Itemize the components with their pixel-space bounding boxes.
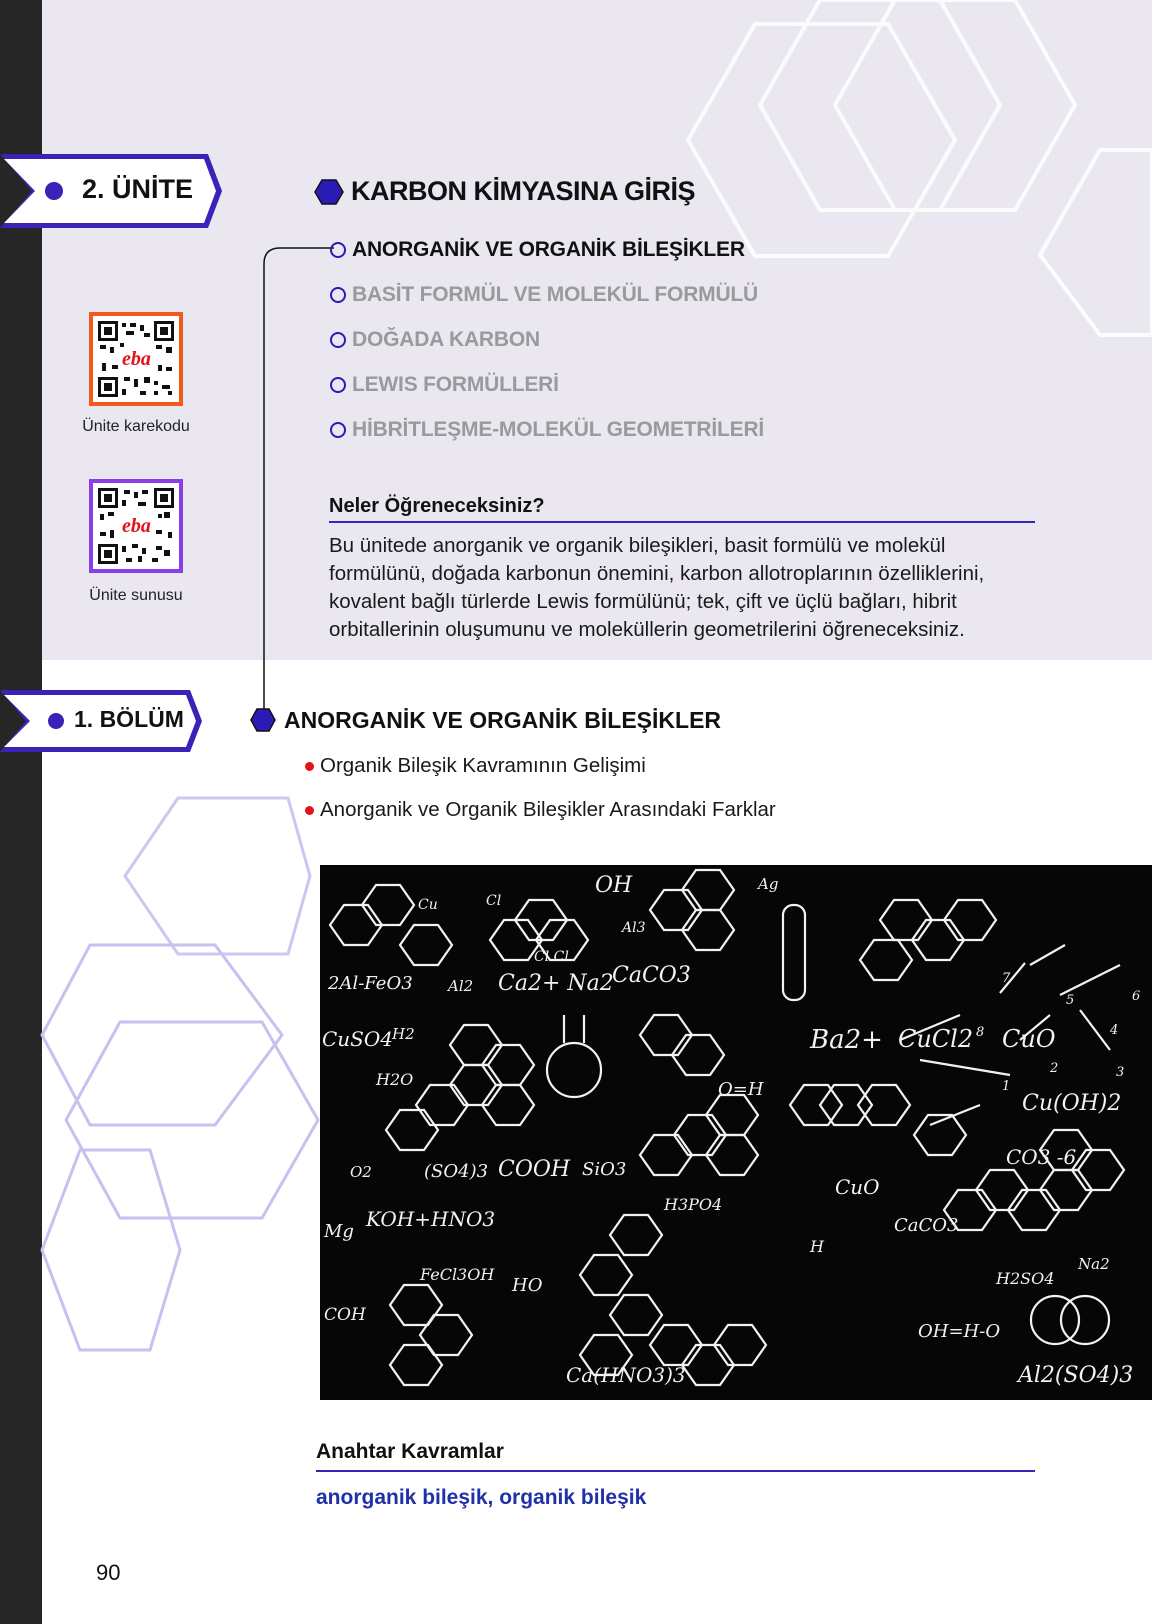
topic-item-3: DOĞADA KARBON — [330, 326, 540, 354]
learn-line: Bu ünitede anorganik ve organik bileşikleri, basit formülü ve molekül — [329, 534, 946, 557]
chalk-formula: COOH — [498, 1157, 571, 1182]
chalk-formula: OH — [595, 873, 633, 898]
chalk-formula: COH — [324, 1305, 366, 1325]
chalk-formula: O=H — [718, 1079, 764, 1100]
chalk-number: 5 — [1066, 993, 1075, 1008]
chalk-formula: Na2 — [1078, 1255, 1110, 1273]
learn-line: kovalent bağlı türlerde Lewis formülünü; tek, çift ve üçlü bağları, hibrit — [329, 590, 957, 613]
ring-bullet-icon — [330, 422, 346, 438]
unit-label: 2. ÜNİTE — [82, 174, 194, 204]
learn-line: formülünü, doğada karbonun önemini, karbon allotroplarının özelliklerini, — [329, 562, 985, 585]
hexagon-icon — [250, 708, 276, 732]
learn-line: orbitallerinin oluşumunu ve moleküllerin geometrilerini öğreneceksiniz. — [329, 618, 965, 641]
key-concepts-heading: Anahtar Kavramlar — [316, 1440, 504, 1463]
chalk-formula: H2O — [376, 1070, 414, 1089]
eba-logo: eba — [122, 515, 151, 537]
chalk-formula: FeCl3OH — [420, 1265, 495, 1284]
eba-logo: eba — [122, 348, 151, 370]
page-number: 90 — [96, 1560, 121, 1585]
molecule-structures — [320, 865, 1152, 1400]
chalk-formula: Ca(HNO3)3 — [566, 1363, 686, 1387]
chalk-number: 3 — [1116, 1065, 1125, 1080]
chalk-formula: KOH+HNO3 — [366, 1207, 496, 1231]
chalk-number: 4 — [1110, 1023, 1119, 1038]
key-concepts-text: anorganik bileşik, organik bileşik — [316, 1486, 647, 1509]
chalk-formula: HO — [512, 1275, 543, 1296]
chalk-formula: H — [810, 1237, 824, 1256]
chalk-formula: Cu — [418, 897, 438, 913]
chalk-formula: CuO — [835, 1175, 880, 1199]
chalk-number: 7 — [1002, 971, 1011, 986]
chalk-formula: Al2 — [448, 977, 474, 995]
chalk-formula: O2 — [350, 1163, 372, 1181]
chalk-formula: Al3 — [622, 920, 646, 936]
chalk-formula: Cu(OH)2 — [1022, 1091, 1122, 1116]
chalk-number: 6 — [1132, 989, 1141, 1004]
red-bullet-icon — [305, 762, 314, 771]
chalk-formula: (SO4)3 — [424, 1161, 489, 1182]
ring-bullet-icon — [330, 332, 346, 348]
chalk-formula: Cl Cl — [534, 949, 569, 965]
qr-caption-presentation: Ünite sunusu — [89, 587, 183, 604]
topic-item-5: HİBRİTLEŞME-MOLEKÜL GEOMETRİLERİ — [330, 416, 764, 444]
unit-title: KARBON KİMYASINA GİRİŞ — [351, 176, 696, 206]
chalk-formula: CaCO3 — [612, 963, 691, 988]
topic-item-1: ANORGANİK VE ORGANİK BİLEŞİKLER — [330, 236, 745, 264]
chapter-title: ANORGANİK VE ORGANİK BİLEŞİKLER — [284, 707, 722, 733]
chalk-formula: CuCl2 — [898, 1025, 974, 1053]
chalk-number: 1 — [1002, 1079, 1011, 1094]
chalk-formula: Ag — [758, 875, 779, 893]
chalk-formula: Mg — [324, 1221, 354, 1242]
ring-bullet-icon — [330, 242, 346, 258]
chapter-label: 1. BÖLÜM — [74, 706, 184, 732]
unit-qr-code[interactable] — [89, 312, 183, 406]
chalk-formula: H3PO4 — [664, 1195, 723, 1214]
chalk-number: 2 — [1050, 1061, 1059, 1076]
learn-paragraph — [329, 532, 1049, 644]
topic-item-4: LEWIS FORMÜLLERİ — [330, 371, 559, 399]
subtopic-item-1: Organik Bileşik Kavramının Gelişimi — [305, 754, 646, 778]
learn-divider — [329, 521, 1035, 523]
chalk-formula: H2 — [392, 1025, 415, 1043]
chalk-formula: Ba2+ — [810, 1025, 883, 1055]
chalk-formula: Ca2+ Na2 — [498, 971, 614, 996]
presentation-qr-code[interactable] — [89, 479, 183, 573]
chalk-formula: 2Al-FeO3 — [328, 973, 413, 994]
qr-caption-unit: Ünite karekodu — [82, 418, 190, 435]
chalk-formula: SiO3 — [582, 1159, 627, 1180]
learn-heading: Neler Öğreneceksiniz? — [329, 495, 545, 517]
chalk-formula: CuSO4 — [322, 1027, 394, 1051]
chalk-formula: H2SO4 — [996, 1269, 1055, 1288]
chalk-number: 8 — [976, 1025, 985, 1040]
chalk-formula: CaCO3 — [894, 1215, 959, 1236]
subtopic-item-2: Anorganik ve Organik Bileşikler Arasındaki Farklar — [305, 798, 776, 822]
chemistry-chalkboard-image — [320, 865, 1152, 1400]
key-concepts-divider — [316, 1470, 1035, 1472]
chalk-formula: OH=H-O — [918, 1321, 1001, 1342]
chalk-formula: CO3 -6 — [1006, 1145, 1077, 1169]
chalk-formula: Cl — [486, 893, 502, 909]
chalk-formula: CuO — [1002, 1025, 1056, 1053]
red-bullet-icon — [305, 806, 314, 815]
ring-bullet-icon — [330, 287, 346, 303]
ring-bullet-icon — [330, 377, 346, 393]
topic-item-2: BASİT FORMÜL VE MOLEKÜL FORMÜLÜ — [330, 281, 758, 309]
chalk-formula: Al2(SO4)3 — [1018, 1363, 1134, 1388]
